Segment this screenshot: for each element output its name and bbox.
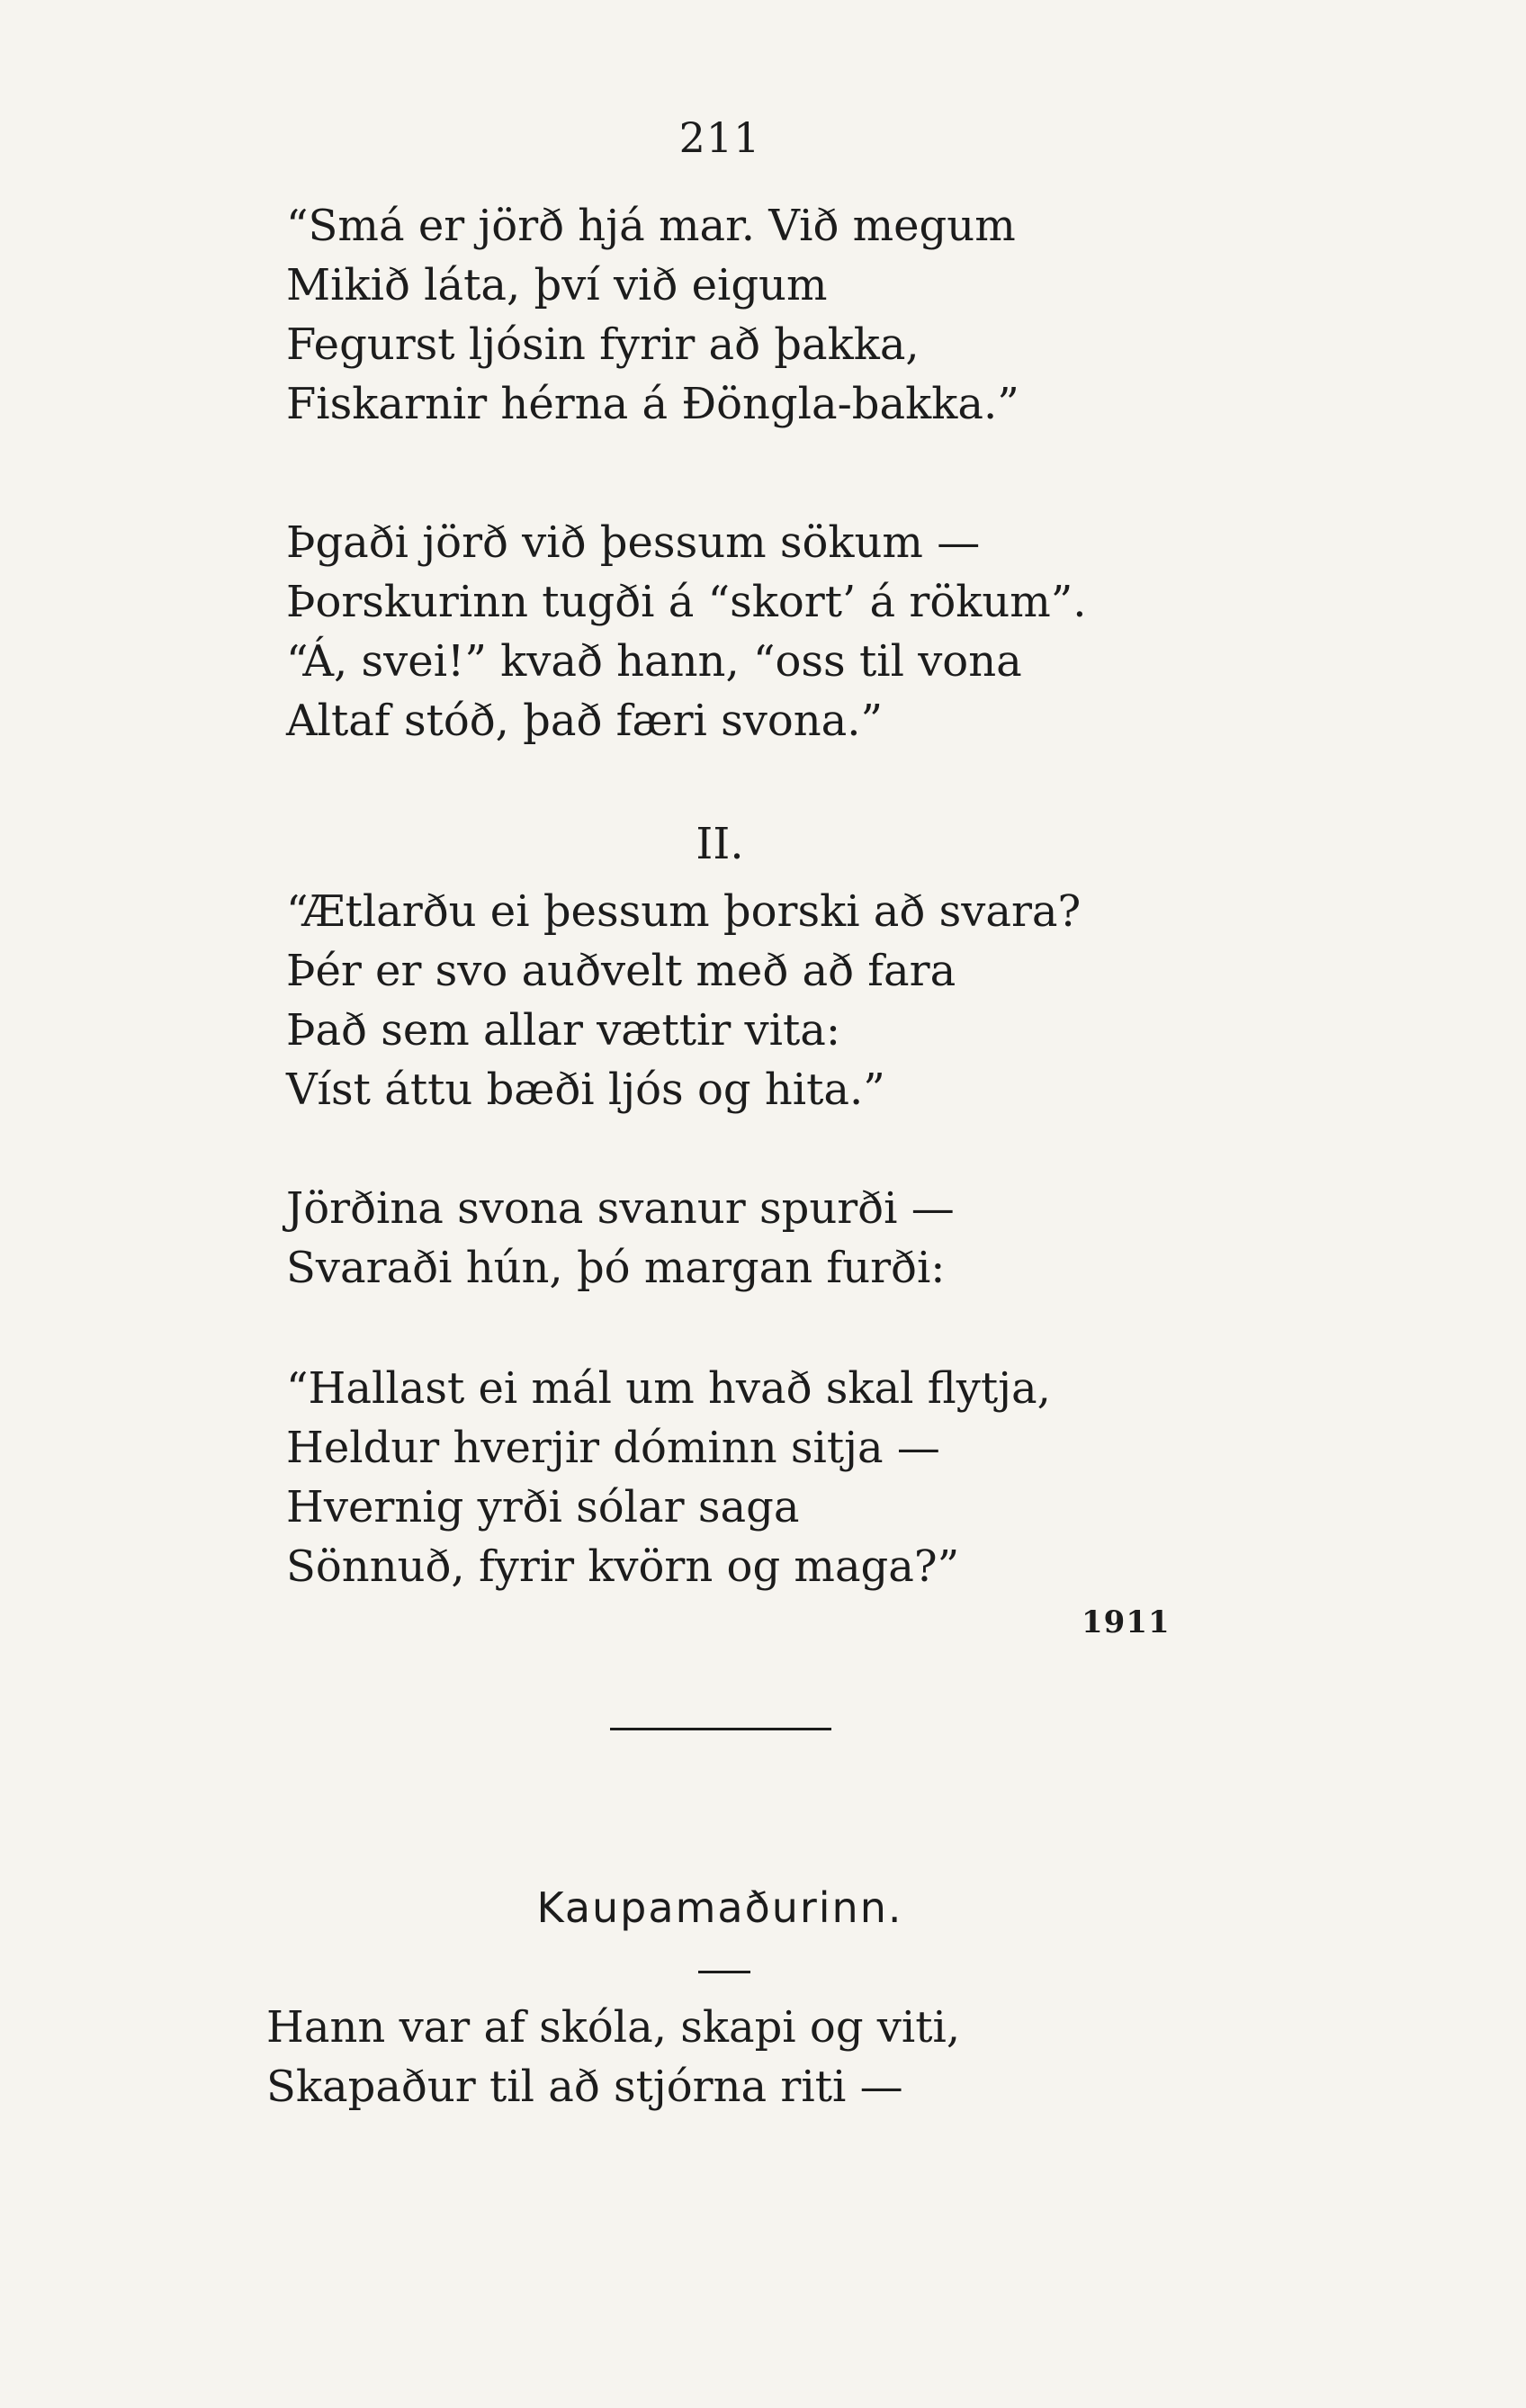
verse-line: Sönnuð, fyrir kvörn og maga?” [286, 1541, 960, 1592]
section-divider [610, 1728, 831, 1730]
stanza-2 [286, 513, 1087, 750]
verse-line: “Hallast ei mál um hvað skal flytja, [286, 1363, 1051, 1414]
verse-line: Hvernig yrði sólar saga [286, 1482, 800, 1532]
verse-line: “Ætlarðu ei þessum þorski að svara? [286, 886, 1082, 937]
verse-line: Fegurst ljósin fyrir að þakka, [286, 319, 920, 370]
verse-line: Jörðina svona svanur spurði — [286, 1183, 955, 1234]
verse-line: Þér er svo auðvelt með að fara [286, 946, 956, 996]
verse-line: Altaf stóð, það færi svona.” [286, 696, 884, 746]
verse-line: Þorskurinn tugði á “skort’ á rökum”. [286, 577, 1087, 627]
verse-line: Mikið láta, því við eigum [286, 260, 828, 310]
stanza-1 [286, 196, 1019, 434]
stanza-5 [286, 1359, 1051, 1596]
verse-line: Skapaður til að stjórna riti — [266, 2062, 903, 2112]
poem-title: Kaupamaðurinn. [536, 1883, 903, 1932]
verse-line: “Smá er jörð hjá mar. Við megum [286, 201, 1016, 251]
section-numeral: II. [696, 819, 744, 869]
page-number: 211 [678, 113, 761, 162]
verse-line: Víst áttu bæði ljós og hita.” [286, 1065, 885, 1115]
verse-line: “Á, svei!” kvað hann, “oss til vona [286, 636, 1022, 687]
verse-line: Það sem allar vættir vita: [286, 1005, 841, 1056]
next-poem-stanza [266, 1998, 960, 2116]
verse-line: Fiskarnir hérna á Ðöngla-bakka.” [286, 379, 1019, 429]
verse-line: Þgaði jörð við þessum sökum — [286, 517, 981, 568]
year-dated: 1911 [1082, 1604, 1171, 1640]
verse-line: Hann var af skóla, skapi og viti, [266, 2002, 961, 2053]
stanza-4 [286, 1179, 955, 1298]
verse-line: Heldur hverjir dóminn sitja — [286, 1423, 940, 1473]
stanza-3 [286, 882, 1081, 1119]
verse-line: Svaraði hún, þó margan furði: [286, 1243, 946, 1293]
title-rule [698, 1971, 750, 1973]
